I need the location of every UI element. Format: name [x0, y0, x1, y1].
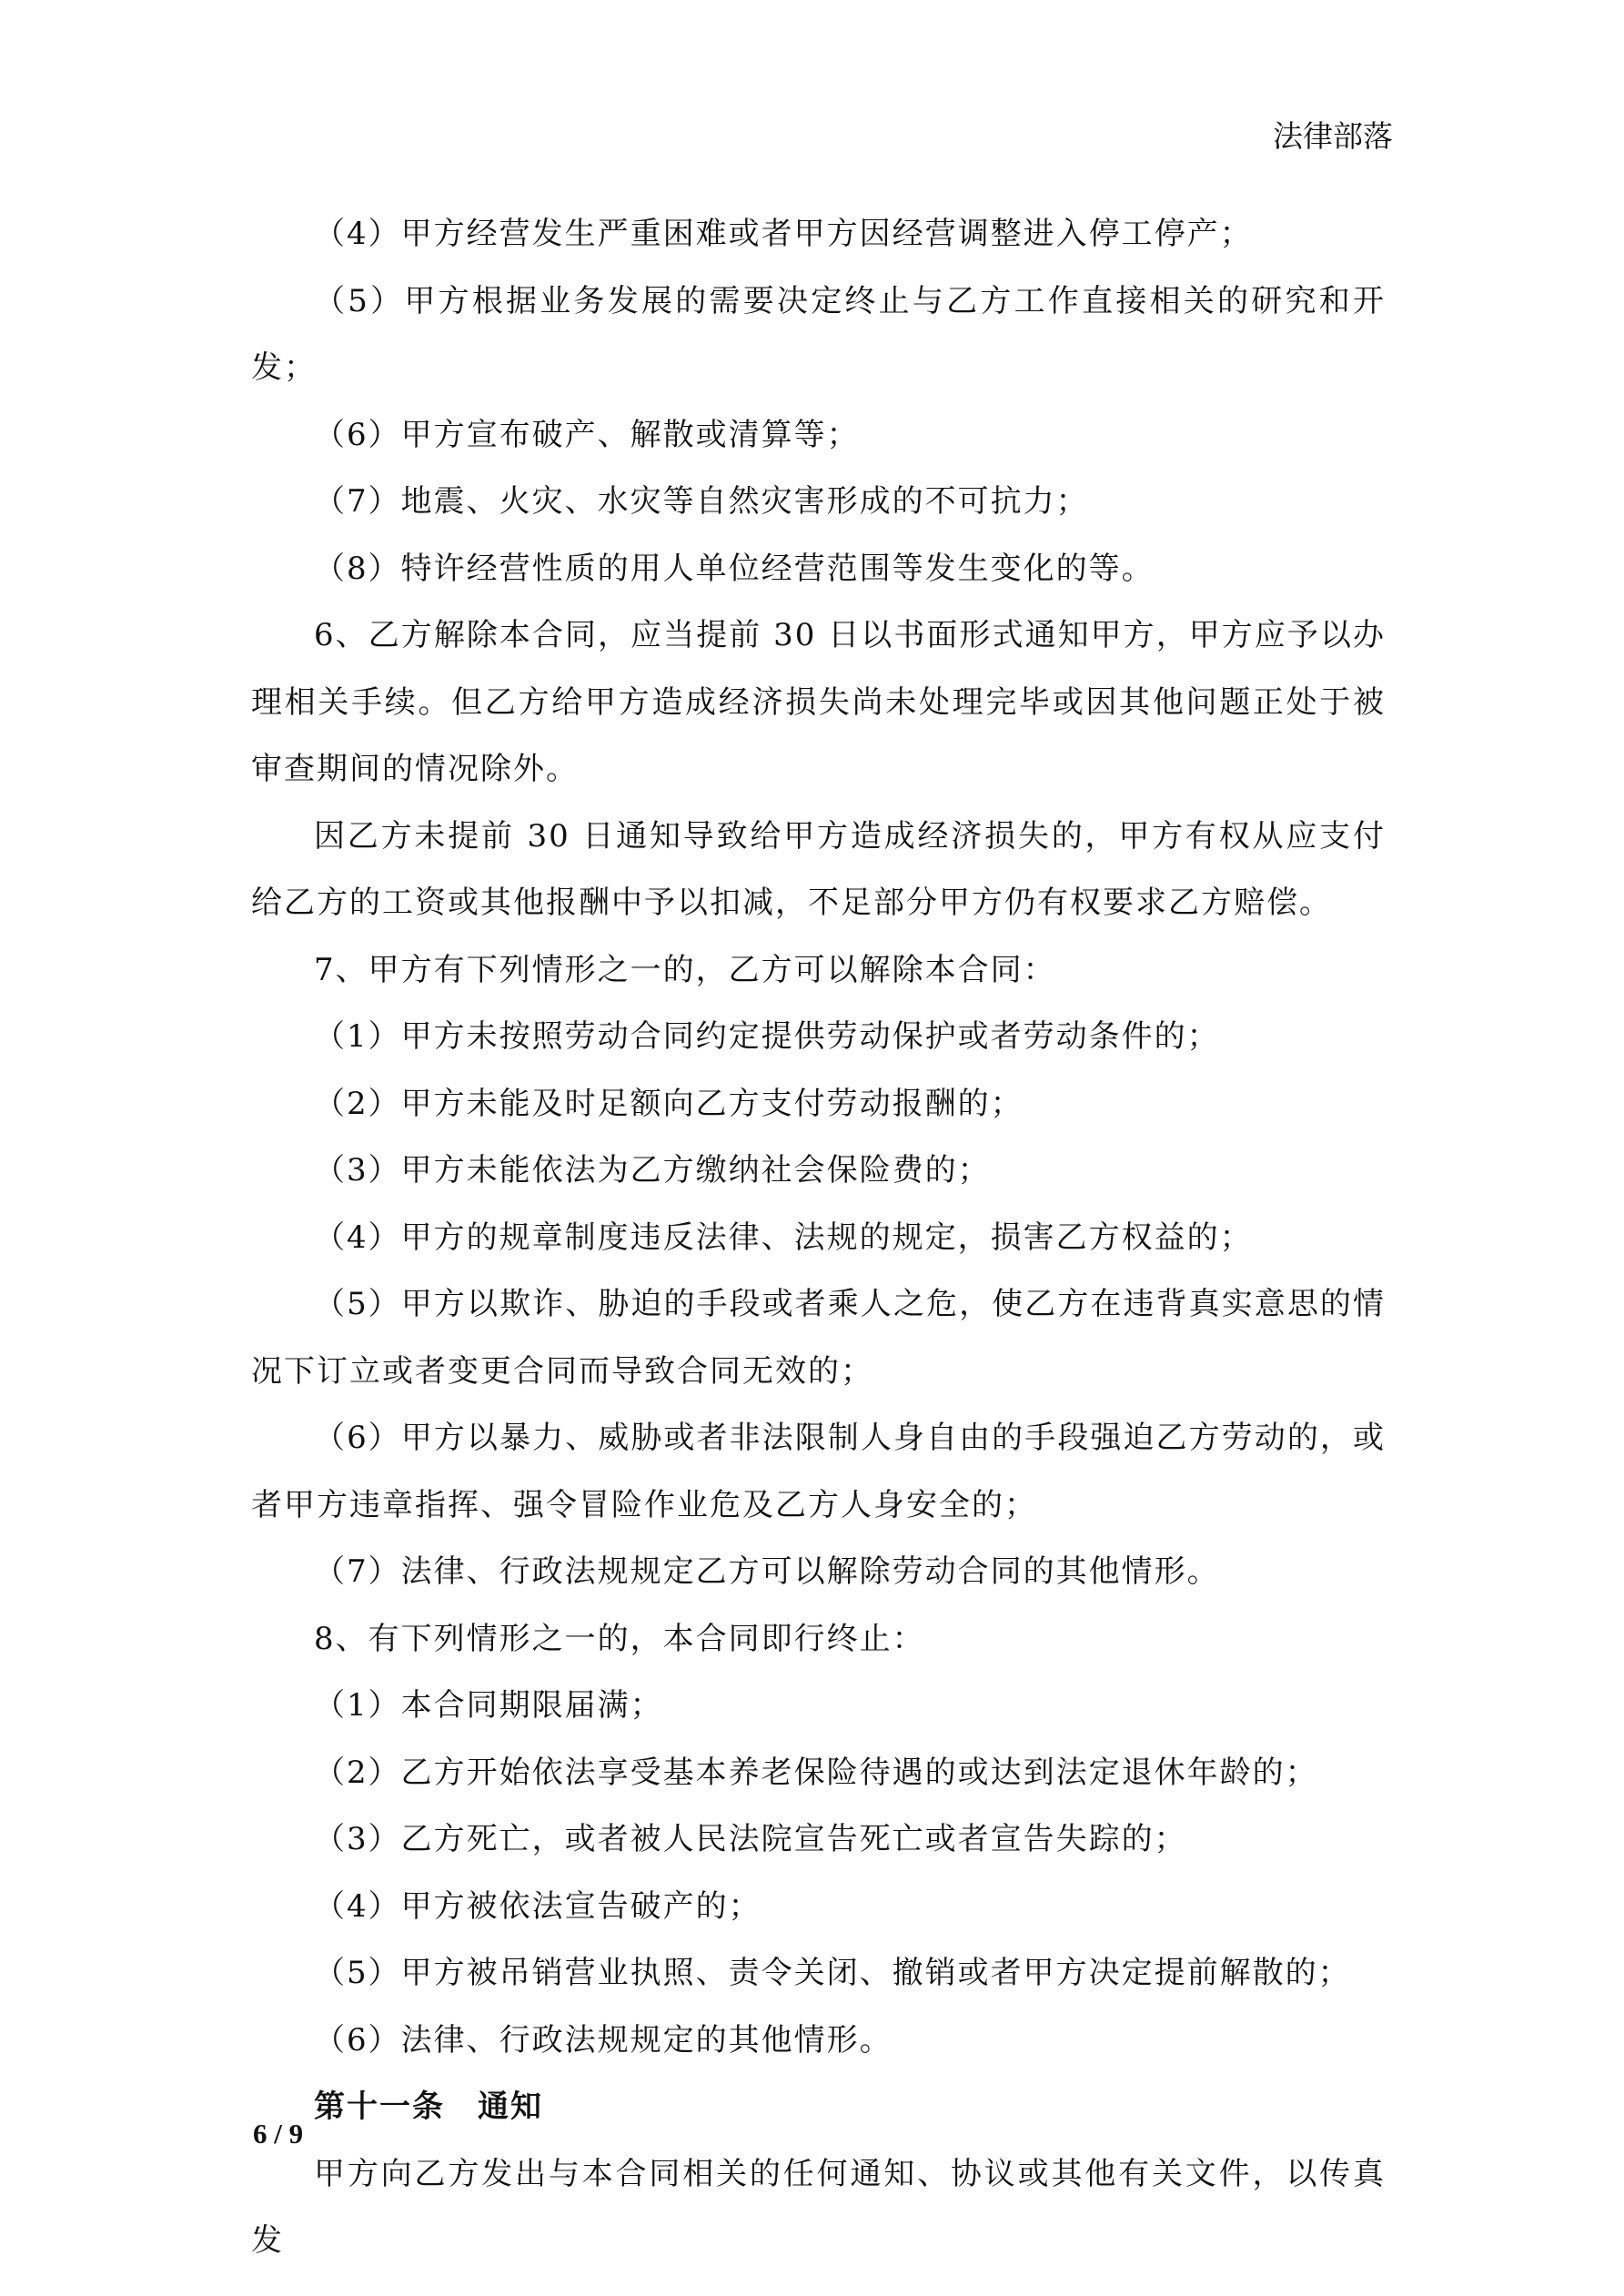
section-heading: 第十一条 通知 [314, 2089, 543, 2125]
document-body [251, 201, 1386, 2275]
clause-7-item-1: （1）甲方未按照劳动合同约定提供劳动保护或者劳动条件的； [314, 1018, 1220, 1055]
clause-item-8: （8）特许经营性质的用人单位经营范围等发生变化的等。 [314, 550, 1155, 587]
clause-7-item-4: （4）甲方的规章制度违反法律、法规的规定，损害乙方权益的； [314, 1219, 1253, 1256]
clause-item-6: （6）甲方宣布破产、解散或清算等； [314, 416, 860, 453]
page-number: 6 / 9 [253, 2118, 304, 2149]
clause-7-item-7: （7）法律、行政法规规定乙方可以解除劳动合同的其他情形。 [314, 1553, 1220, 1590]
clause-8-item-6: （6）法律、行政法规规定的其他情形。 [314, 2021, 893, 2058]
clause-item-4: （4）甲方经营发生严重困难或者甲方因经营调整进入停工停产； [314, 216, 1253, 252]
clause-6-paragraph: 6、乙方解除本合同，应当提前 30 日以书面形式通知甲方，甲方应予以办理相关手续。但乙方给甲方造成经济损失尚未处理完毕或因其他问题正处于被审查期间的情况除外。 [251, 617, 1386, 787]
clause-item-7: （7）地震、火灾、水灾等自然灾害形成的不可抗力； [314, 483, 1089, 520]
clause-6-continuation: 因乙方未提前 30 日通知导致给甲方造成经济损失的，甲方有权从应支付给乙方的工资或其他报酬中予以扣减，不足部分甲方仍有权要求乙方赔偿。 [251, 817, 1386, 921]
clause-8-item-3: （3）乙方死亡，或者被人民法院宣告死亡或者宣告失踪的； [314, 1821, 1187, 1857]
clause-7-intro: 7、甲方有下列情形之一的，乙方可以解除本合同： [314, 951, 1056, 988]
page-header: 法律部落 [1273, 118, 1393, 154]
clause-8-intro: 8、有下列情形之一的，本合同即行终止： [314, 1620, 925, 1657]
clause-7-item-6: （6）甲方以暴力、威胁或者非法限制人身自由的手段强迫乙方劳动的，或者甲方违章指挥、强令冒险作业危及乙方人身安全的； [251, 1420, 1386, 1523]
clause-8-item-2: （2）乙方开始依法享受基本养老保险待遇的或达到法定退休年龄的； [314, 1754, 1318, 1791]
clause-8-item-4: （4）甲方被依法宣告破产的； [314, 1887, 762, 1925]
clause-item-5: （5）甲方根据业务发展的需要决定终止与乙方工作直接相关的研究和开发； [251, 282, 1386, 386]
clause-7-item-3: （3）甲方未能依法为乙方缴纳社会保险费的； [314, 1152, 991, 1188]
clause-8-item-1: （1）本合同期限届满； [314, 1687, 663, 1724]
clause-7-item-2: （2）甲方未能及时足额向乙方支付劳动报酬的； [314, 1085, 1024, 1122]
clause-7-item-5: （5）甲方以欺诈、胁迫的手段或者乘人之危，使乙方在违背真实意思的情况下订立或者变更合同而导致合同无效的； [251, 1286, 1386, 1390]
section-body: 甲方向乙方发出与本合同相关的任何通知、协议或其他有关文件，以传真发 [251, 2155, 1386, 2259]
clause-8-item-5: （5）甲方被吊销营业执照、责令关闭、撤销或者甲方决定提前解散的； [314, 1955, 1351, 1991]
